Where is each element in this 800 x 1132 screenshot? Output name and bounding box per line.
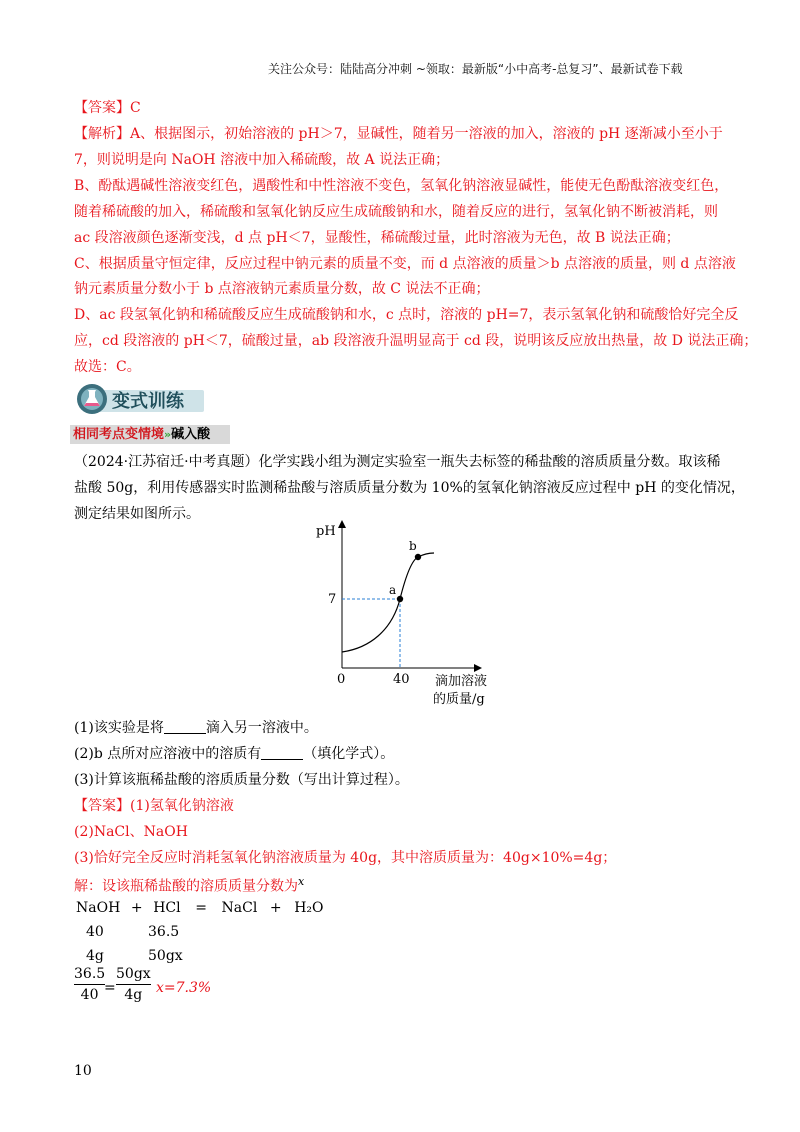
page-header: 关注公众号：陆陆高分冲刺 ~领取：最新版“小中高考-总复习”、最新试卷下载 [268, 62, 683, 76]
ph-curve [342, 553, 434, 652]
analysis-line: 故选：C。 [74, 359, 141, 376]
page-number: 10 [74, 1063, 92, 1079]
section-banner [76, 382, 206, 416]
y-tick-7: 7 [328, 592, 337, 607]
equation-row-1: NaOH + HCl = NaCl + H₂O [76, 900, 324, 916]
answer-label: 【答案】C [74, 100, 141, 116]
tag-arrow: » [164, 428, 172, 441]
question-2: (2)b 点所对应溶液中的溶质有 （填化学式）。 [74, 746, 395, 762]
analysis-line: C、根据质量守恒定律，反应过程中钠元素的质量不变，而 d 点溶液的质量＞b 点溶液的质量，则 d 点溶液 [74, 255, 736, 272]
point-b-label: b [409, 539, 417, 553]
answer2-line4: 解：设该瓶稀盐酸的溶质质量分数为$^x$ [74, 875, 305, 895]
point-a-label: a [389, 583, 397, 597]
eq-row2-hcl: 36.5 [148, 924, 180, 940]
section-title: 变式训练 [112, 391, 184, 412]
point-a-dot [397, 596, 403, 602]
fraction-right: 50gx 4g [116, 966, 151, 1003]
fraction-left: 36.5 40 [74, 966, 106, 1003]
result: x=7.3% [156, 980, 212, 996]
point-b-dot [415, 554, 421, 560]
scenario-tag [70, 425, 230, 444]
analysis-line: 应，cd 段溶液的 pH＜7，硫酸过量，ab 段溶液升温明显高于 cd 段，说明该反应放出热量，故 D 说法正确； [74, 333, 758, 350]
x-axis-label-1: 滴加溶液 [435, 674, 488, 689]
tag-part2: 碱入酸 [171, 427, 211, 442]
eq-row3-hcl: 50gx [148, 948, 183, 964]
problem-line: 盐酸 50g，利用传感器实时监测稀盐酸与溶质质量分数为 10%的氢氧化钠溶液反应过程中 pH 的变化情况， [74, 480, 745, 496]
eq-row3-naoh: 4g [86, 948, 104, 964]
problem-line: 测定结果如图所示。 [74, 506, 200, 522]
y-axis-label: pH [316, 524, 336, 539]
answer2-line3: (3)恰好完全反应时消耗氢氧化钠溶液质量为 40g，其中溶质质量为：40g×10%=4g； [74, 850, 617, 866]
equals-sign: = [104, 980, 116, 996]
analysis-line: 7，则说明是向 NaOH 溶液中加入稀硫酸，故 A 说法正确； [74, 151, 450, 168]
question-1: (1)该实验是将 滴入另一溶液中。 [74, 720, 318, 736]
answer-blank [261, 746, 303, 760]
question-3: (3)计算该瓶稀盐酸的溶质质量分数（写出计算过程）。 [74, 772, 409, 788]
analysis-line: 【解析】A、根据图示，初始溶液的 pH＞7，显碱性，随着另一溶液的加入，溶液的 pH 逐渐减小至小于 [74, 126, 723, 142]
answer2-line1: 【答案】(1)氢氧化钠溶液 [74, 798, 234, 814]
x-tick-0: 0 [337, 672, 346, 687]
problem-line: （2024·江苏宿迁·中考真题）化学实践小组为测定实验室一瓶失去标签的稀盐酸的溶质质量分数。取该稀 [74, 454, 721, 470]
tag-part1: 相同考点变情境 [73, 427, 165, 442]
ph-figure [300, 520, 500, 710]
analysis-line: ac 段溶液颜色逐渐变浅，d 点 pH＜7，显酸性，稀硫酸过量，此时溶液为无色，故 B 说法正确； [74, 229, 680, 246]
analysis-line: 钠元素质量分数小于 b 点溶液钠元素质量分数，故 C 说法不正确； [74, 281, 490, 298]
x-axis-label-2: 的质量/g [433, 692, 485, 707]
analysis-line: D、ac 段氢氧化钠和稀硫酸反应生成硫酸钠和水，c 点时，溶液的 pH=7，表示氢氧化钠和硫酸恰好完全反 [74, 307, 739, 324]
analysis-line: B、酚酞遇碱性溶液变红色，遇酸性和中性溶液不变色，氢氧化钠溶液显碱性，能使无色酚酞溶液变红色， [74, 177, 729, 194]
x-tick-40: 40 [393, 672, 410, 687]
answer2-line2: (2)NaCl、NaOH [74, 824, 188, 840]
analysis-line: 随着稀硫酸的加入，稀硫酸和氢氧化钠反应生成硫酸钠和水，随着反应的进行，氢氧化钠不断被消耗，则 [74, 203, 718, 220]
answer-blank [164, 720, 206, 734]
eq-row2-naoh: 40 [86, 924, 104, 940]
